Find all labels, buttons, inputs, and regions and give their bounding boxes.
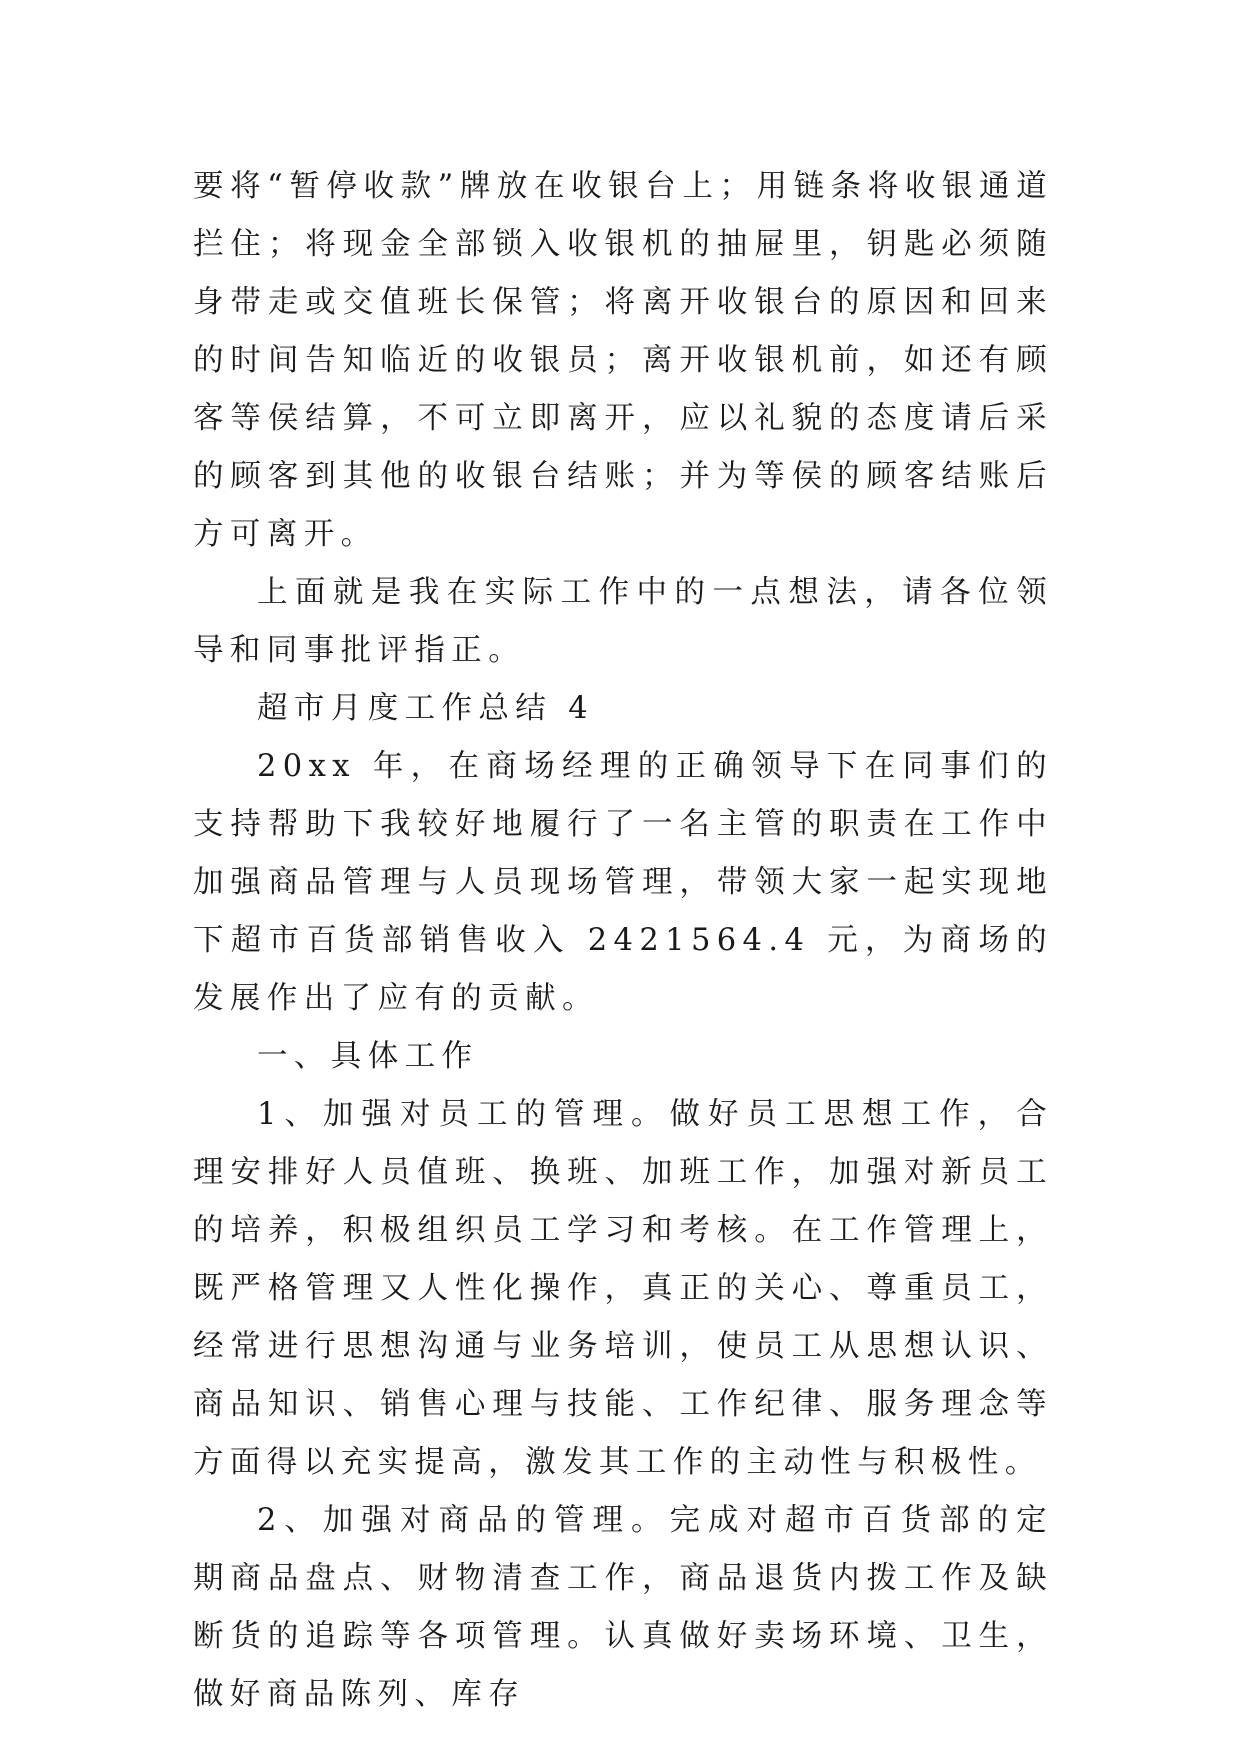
section-title-summary-4: 超市月度工作总结 4 xyxy=(257,691,595,726)
document-body xyxy=(193,158,1053,1724)
paragraph-annual-overview: 20xx 年，在商场经理的正确领导下在同事们的支持帮助下我较好地履行了一名主管的职责在工作中加强商品管理与人员现场管理，带领大家一起实现地下超市百货部销售收入 2421564.4 元，为商场的发展作出了应有的贡献。 xyxy=(193,749,1053,1016)
paragraph-staff-management: 1、加强对员工的管理。做好员工思想工作，合理安排好人员值班、换班、加班工作，加强对新员工的培养，积极组织员工学习和考核。在工作管理上，既严格管理又人性化操作，真正的关心、尊重员工，经常进行思想沟通与业务培训，使员工从思想认识、商品知识、销售心理与技能、工作纪律、服务理念等方面得以充实提高，激发其工作的主动性与积极性。 xyxy=(193,1097,1053,1480)
subheading-specific-work: 一、具体工作 xyxy=(257,1039,479,1074)
paragraph-goods-management: 2、加强对商品的管理。完成对超市百货部的定期商品盘点、财物清查工作，商品退货内拨工作及缺断货的追踪等各项管理。认真做好卖场环境、卫生，做好商品陈列、库存 xyxy=(193,1503,1053,1712)
paragraph-closing-remarks: 上面就是我在实际工作中的一点想法，请各位领导和同事批评指正。 xyxy=(193,575,1053,668)
paragraph-cashier-leave-procedure: 要将“暂停收款”牌放在收银台上；用链条将收银通道拦住；将现金全部锁入收银机的抽屉里，钥匙必须随身带走或交值班长保管；将离开收银台的原因和回来的时间告知临近的收银员；离开收银机前，如还有顾客等侯结算，不可立即离开，应以礼貌的态度请后采的顾客到其他的收银台结账；并为等侯的顾客结账后方可离开。 xyxy=(193,169,1053,552)
